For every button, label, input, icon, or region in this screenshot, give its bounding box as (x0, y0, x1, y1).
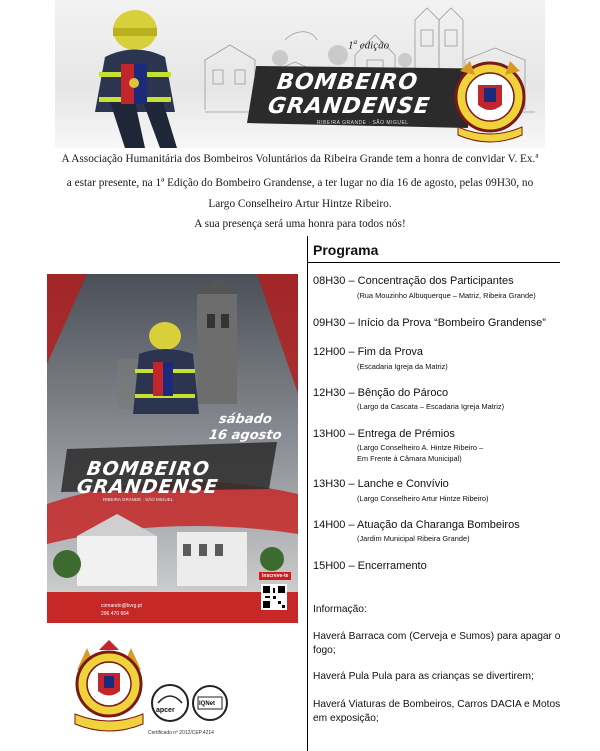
apcer-label: apcer (156, 707, 175, 714)
poster-logo-line1: BOMBEIRO (85, 458, 212, 480)
info-line: Haverá Pula Pula para as crianças se divertirem; (313, 671, 534, 682)
header-banner (55, 0, 545, 148)
program-event-location: (Largo Conselheiro Artur Hintze Ribeiro) (357, 494, 489, 503)
program-event-location: (Rua Mouzinho Albuquerque – Matriz, Ribeira Grande) (357, 291, 536, 300)
info-line: Haverá Barraca com (Cerveja e Sumos) para apagar o (313, 631, 561, 642)
invitation-line-3: Largo Conselheiro Artur Hintze Ribeiro. (208, 198, 392, 210)
program-event: 09H30 – Início da Prova “Bombeiro Grandense” (313, 317, 546, 329)
certification-logos (148, 681, 230, 731)
qr-code-icon (261, 584, 287, 610)
poster-subtitle: RIBEIRA GRANDE · SÃO MIGUEL (103, 497, 174, 502)
program-title-rule (307, 262, 560, 263)
program-event: 12H00 – Fim da Prova (313, 346, 424, 358)
program-event-location: Em Frente à Câmara Municipal) (357, 454, 462, 463)
program-event: 13H00 – Entrega de Prémios (313, 428, 455, 440)
invitation-line-4: A sua presença será uma honra para todos nós! (194, 218, 406, 230)
program-event: 15H00 – Encerramento (313, 560, 427, 572)
invitation-line-2: a estar presente, na 1ª Edição do Bombeiro Grandense, a ter lugar no dia 16 de agosto, pelas 09H30, no (66, 177, 534, 189)
edition-label: 1$^a$ edição (348, 38, 390, 52)
poster-email: comando@bvrg.pt (101, 603, 142, 609)
column-divider (307, 236, 308, 751)
poster-date: 16 agosto (207, 428, 283, 443)
invitation-line-1: A Associação Humanitária dos Bombeiros Voluntários da Ribeira Grande tem a honra de convidar V. Ex.ª (61, 153, 539, 165)
logo-title-line1: BOMBEIRO (275, 70, 420, 95)
program-event-location: (Largo da Cascata – Escadaria Igreja Matriz) (357, 402, 505, 411)
poster-artwork (47, 274, 298, 623)
program-event: 14H00 – Atuação da Charanga Bombeiros (313, 519, 520, 531)
program-event-location: (Escadaria Igreja da Matriz) (357, 362, 448, 371)
info-heading: Informação: (313, 604, 367, 615)
program-event: 08H30 – Concentração dos Participantes (313, 275, 514, 287)
poster-signup-badge: Inscreve-te (259, 572, 291, 580)
fire-brigade-crest-logo (69, 640, 149, 732)
iqnet-label: IQNet (199, 701, 216, 707)
poster-date-day: sábado (217, 412, 273, 427)
program-event-location: (Largo Conselheiro A. Hintze Ribeiro – (357, 443, 484, 452)
logo-subtitle: RIBEIRA GRANDE · SÃO MIGUEL (317, 120, 409, 126)
poster-logo-line2: GRANDENSE (75, 476, 220, 498)
fire-brigade-crest-logo (450, 55, 530, 143)
program-event: 12H30 – Bênção do Pároco (313, 387, 449, 399)
info-line: em exposição; (313, 713, 379, 724)
program-title: Programa (313, 242, 379, 258)
poster-phone: 296 470 664 (101, 611, 129, 617)
certification-caption: Certificado nº 2012/CEP.4214 (148, 730, 214, 736)
program-event-location: (Jardim Municipal Ribeira Grande) (357, 534, 470, 543)
program-event: 13H30 – Lanche e Convívio (313, 478, 449, 490)
info-line: Haverá Viaturas de Bombeiros, Carros DACIA e Motos (313, 699, 561, 710)
info-line: fogo; (313, 645, 336, 656)
firefighter-illustration (65, 2, 205, 148)
logo-title-line2: GRANDENSE (266, 94, 432, 119)
event-poster (47, 274, 298, 623)
